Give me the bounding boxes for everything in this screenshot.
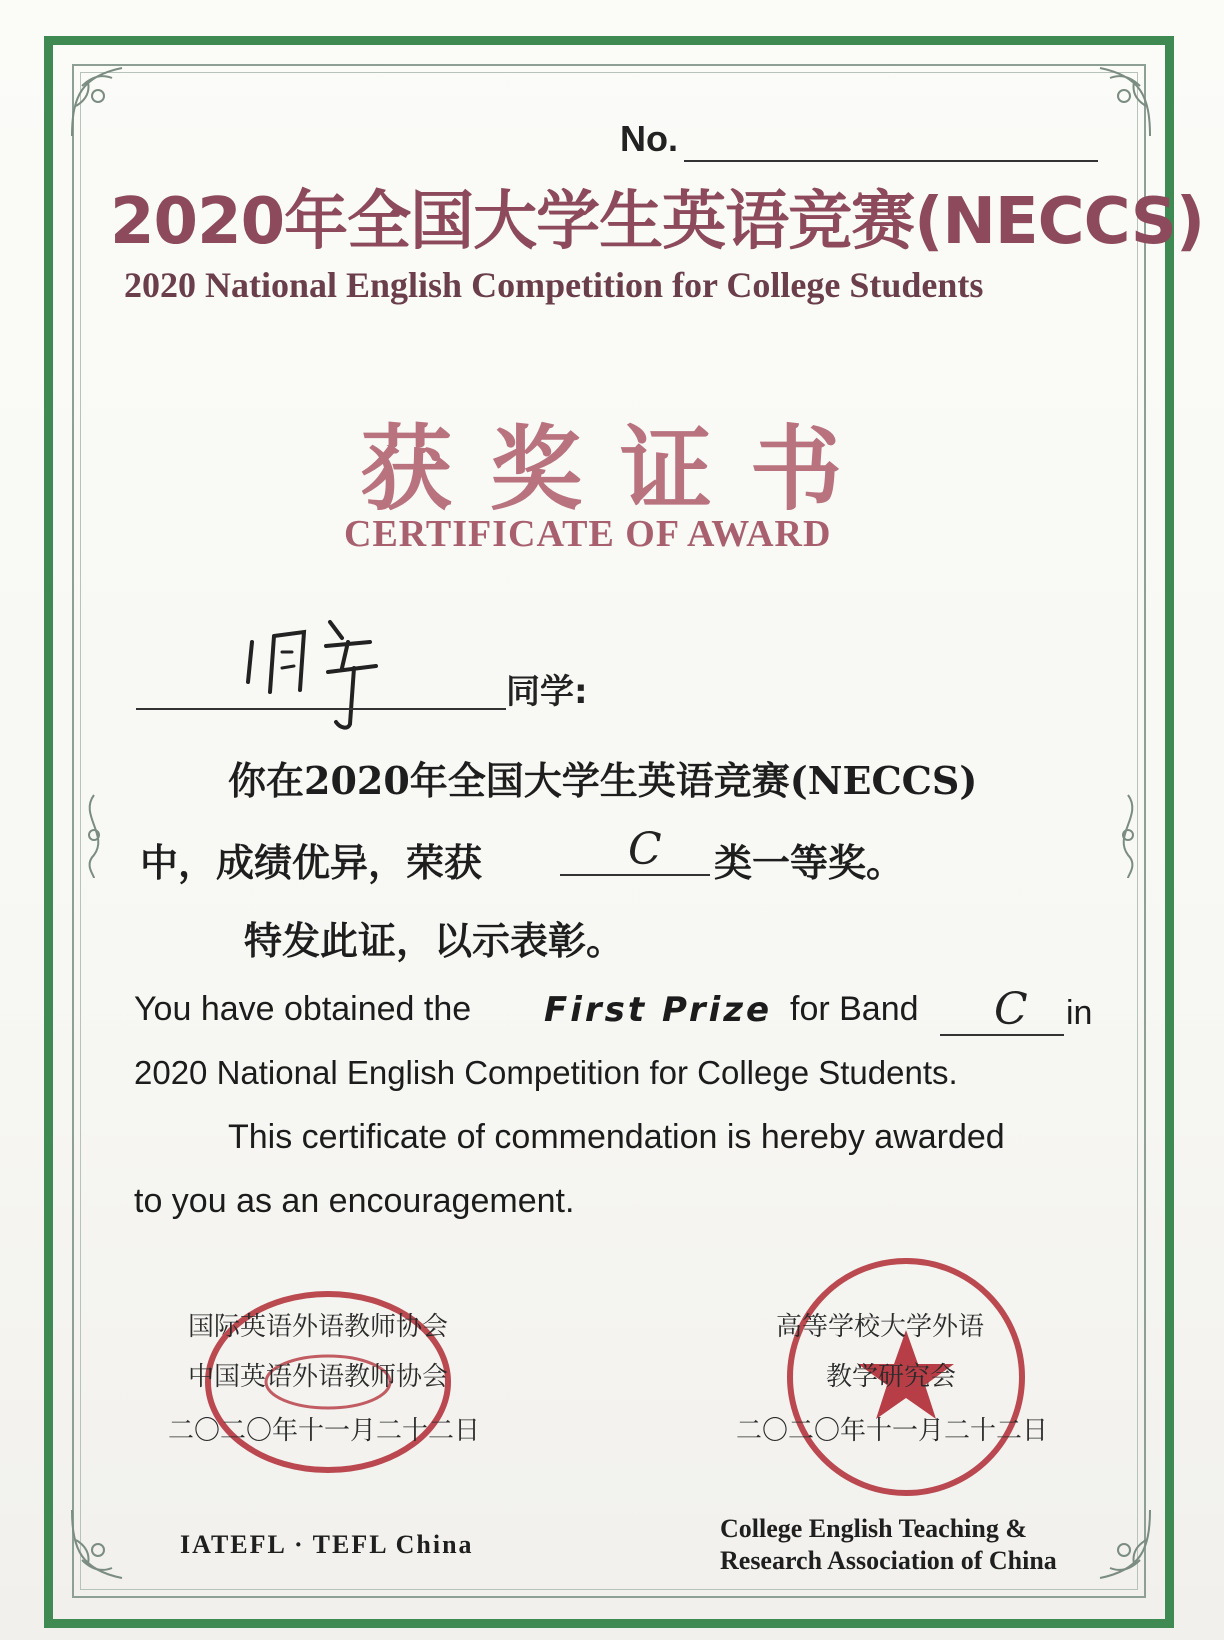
prize-name: First Prize [544,990,773,1030]
issuer-left-date: 二〇二〇年十一月二十二日 [168,1416,481,1446]
corner-ornament-top-right [1070,56,1160,146]
issuer-left-cn-1: 国际英语外语教师协会 [188,1312,449,1342]
body-en-line-4: to you as an encouragement. [134,1182,575,1220]
certificate-heading-cn: 获奖证书 [360,416,881,523]
corner-ornament-bottom-left [62,1500,152,1590]
body-cn-line-3: 特发此证，以示表彰。 [244,918,625,963]
handwritten-band-cn: C [628,824,662,875]
issuer-right-date: 二〇二〇年十一月二十二日 [736,1416,1049,1446]
handwritten-band-en: C [994,984,1028,1035]
body-en-line-1-prefix: You have obtained the [134,990,472,1028]
corner-ornament-bottom-right [1070,1500,1160,1590]
issuer-right-en-2: Research Association of China [720,1546,1057,1575]
body-cn-line-1: 你在2020年全国大学生英语竞赛(NECCS) [228,758,978,803]
issuer-left-cn-2: 中国英语外语教师协会 [188,1362,449,1392]
issuer-right-en-1: College English Teaching & [720,1514,1027,1543]
band-label-en: for Band [790,990,919,1028]
recipient-name-line [136,708,506,710]
corner-ornament-top-left [62,56,152,146]
certificate-number-line [684,160,1098,162]
body-cn-line-2-prefix: 中，成绩优异，荣获 [140,840,483,885]
salutation-student: 同学: [506,672,588,712]
issuer-left-en: IATEFL · TEFL China [180,1530,474,1559]
body-cn-line-2-suffix: 类一等奖。 [714,840,905,885]
body-en-line-2: 2020 National English Competition for College Students. [134,1054,958,1091]
side-ornament-right [1108,790,1148,880]
issuer-right-cn-1: 高等学校大学外语 [776,1312,985,1342]
handwritten-recipient-name [230,612,420,732]
body-en-line-1-suffix: in [1066,994,1093,1032]
issuer-right-cn-2: 教学研究会 [826,1362,957,1392]
certificate-heading-en: CERTIFICATE OF AWARD [344,513,832,555]
competition-title-en: 2020 National English Competition for College Students [124,265,984,305]
side-ornament-left [74,790,114,880]
competition-title-cn: 2020年全国大学生英语竞赛(NECCS) [110,185,1205,259]
certificate-number-label: No. [620,118,678,159]
body-en-line-3: This certificate of commendation is hereby awarded [228,1118,1005,1156]
